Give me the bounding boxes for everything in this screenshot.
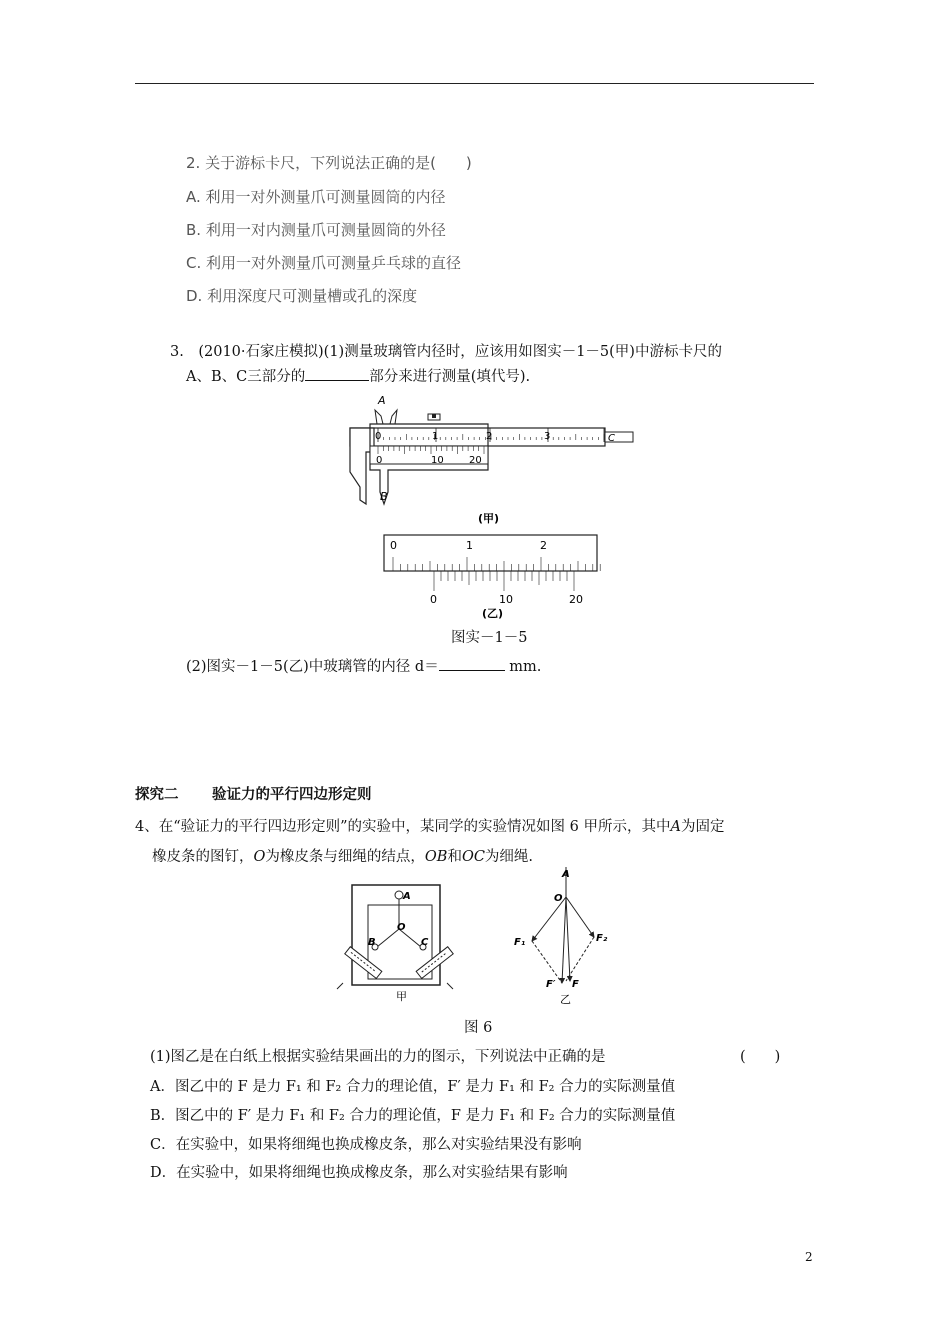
q4-line2: [152, 845, 533, 866]
label-b: B: [380, 490, 388, 503]
cal-vernier-tick-20: 20: [469, 455, 482, 466]
q4-line2-b: O: [253, 849, 266, 865]
q2-option-a: A. 利用一对外测量爪可测量圆筒的内径: [186, 188, 446, 206]
label-c: C: [608, 433, 615, 444]
cal-main-tick-3: 3: [544, 431, 551, 442]
q2-option-d: D. 利用深度尺可测量槽或孔的深度: [186, 287, 418, 305]
board-label-a: A: [403, 891, 411, 902]
fig6-caption: 图 6: [464, 1020, 493, 1036]
cal-main-tick-2: 2: [486, 431, 493, 442]
q4-line2-f: OC: [461, 849, 485, 865]
answer-blank-2[interactable]: [439, 656, 505, 671]
experiment-board-figure: [335, 883, 455, 1005]
q3-line2: [186, 365, 530, 386]
answer-blank-1[interactable]: [305, 366, 369, 381]
fig6-left-caption: 甲: [396, 990, 407, 1003]
fig-a-caption: (甲): [478, 512, 500, 525]
label-a: A: [378, 394, 386, 407]
q4-sub1-paren: ( ): [740, 1049, 781, 1065]
header-rule: [135, 83, 814, 84]
force-diagram-figure: [510, 865, 620, 1005]
q4-option-a: A．图乙中的 F 是力 F₁ 和 F₂ 合力的理论值，F′ 是力 F₁ 和 F₂ 合力的实际测量值: [150, 1079, 676, 1095]
read-main-tick-0: 0: [390, 539, 397, 552]
q4-line1-b: A: [670, 819, 681, 835]
board-label-b: B: [368, 937, 376, 948]
q4-option-c: C．在实验中，如果将细绳也换成橡皮条，那么对实验结果没有影响: [150, 1137, 582, 1153]
cal-vernier-tick-10: 10: [431, 455, 444, 466]
fig6-right-caption: 乙: [560, 993, 571, 1005]
q4-line2-d: OB: [424, 849, 448, 865]
cal-main-tick-0: 0: [375, 431, 382, 442]
force-label-f1: F₁: [514, 937, 526, 948]
force-label-f: F: [572, 979, 579, 990]
q3-line2-post: 部分来进行测量(填代号).: [369, 369, 531, 385]
force-label-o: O: [554, 893, 563, 904]
q4-line2-a: 橡皮条的图钉，: [152, 849, 254, 865]
q4-line1-a: 4、在“验证力的平行四边形定则”的实验中，某同学的实验情况如图 6 甲所示，其中: [135, 819, 671, 835]
read-vernier-tick-10: 10: [499, 593, 513, 606]
q2-stem: 2. 关于游标卡尺，下列说法正确的是( ): [186, 154, 472, 172]
fig-b-caption: (乙): [482, 607, 504, 619]
q3-figure-caption: 图实－1－5: [451, 630, 528, 646]
q4-line1: [135, 815, 724, 836]
force-label-fp: F′: [546, 979, 556, 990]
read-vernier-tick-0: 0: [430, 593, 437, 606]
force-label-f2: F₂: [596, 933, 608, 944]
section-label: 探究二: [135, 787, 179, 803]
q3-part2-post: mm.: [504, 659, 542, 675]
q2-option-c: C. 利用一对外测量爪可测量乒乓球的直径: [186, 254, 462, 272]
q4-line1-c: 为固定: [680, 819, 725, 835]
q4-line2-e: 和: [447, 849, 462, 865]
read-main-tick-1: 1: [466, 539, 473, 552]
read-main-tick-2: 2: [540, 539, 547, 552]
q4-option-d: D．在实验中，如果将细绳也换成橡皮条，那么对实验结果有影响: [150, 1165, 568, 1181]
q3-part2: [186, 655, 541, 676]
board-label-c: C: [421, 937, 429, 948]
q4-line2-g: 为细绳.: [484, 849, 534, 865]
section-title: 验证力的平行四边形定则: [212, 787, 372, 803]
vernier-reading-figure: [380, 533, 605, 619]
q3-line2-pre: A、B、C三部分的: [186, 369, 306, 385]
q3-line1: 3. (2010·石家庄模拟)(1)测量玻璃管内径时，应该用如图实－1－5(甲)中游标卡尺的: [170, 344, 722, 360]
q4-line2-c: 为橡皮条与细绳的结点，: [265, 849, 425, 865]
read-vernier-tick-20: 20: [569, 593, 583, 606]
q4-option-b: B．图乙中的 F′ 是力 F₁ 和 F₂ 合力的理论值，F 是力 F₁ 和 F₂ 合力的实际测量值: [150, 1108, 676, 1124]
cal-main-tick-1: 1: [432, 431, 439, 442]
page-number: 2: [805, 1250, 813, 1264]
board-label-o: O: [397, 922, 406, 933]
q3-part2-pre: (2)图实－1－5(乙)中玻璃管的内径 d＝: [186, 659, 439, 675]
q4-sub1: (1)图乙是在白纸上根据实验结果画出的力的图示，下列说法中正确的是: [150, 1049, 606, 1065]
q2-option-b: B. 利用一对内测量爪可测量圆筒的外径: [186, 221, 446, 239]
force-label-a: A: [562, 869, 570, 880]
cal-vernier-tick-0: 0: [376, 455, 383, 466]
vernier-caliper-figure: [340, 392, 640, 532]
